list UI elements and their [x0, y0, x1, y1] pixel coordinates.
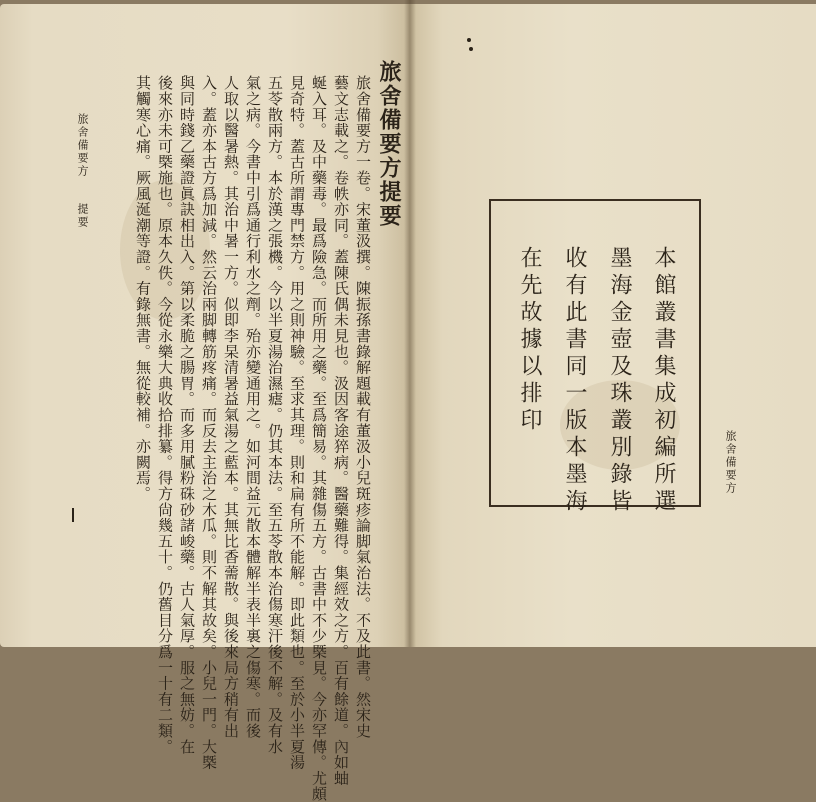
margin-header-section: 提要 [76, 203, 89, 229]
book-gutter [404, 0, 416, 647]
body-column: 入。蓋亦本古方爲加減。然云治兩脚轉筋疼痛。而反去主治之木瓜。則不解其故矣。小兒一門。大槩 [200, 75, 218, 771]
notice-column: 在先故據以排印 [517, 246, 542, 435]
page-title: 旅舍備要方提要 [376, 60, 402, 228]
body-column: 其觸寒心痛。厥風涎潮等證。有錄無書。無從較補。亦闕焉。 [134, 75, 152, 502]
ink-dot [469, 47, 473, 51]
margin-header-title: 旅舍備要方 [76, 113, 89, 178]
notice-column: 收有此書同一版本墨海 [562, 246, 587, 516]
body-column: 後來亦未可槩施也。原本久佚。今從永樂大典收拾排纂。得方尙幾五十。仍舊目分爲一十有二類。 [156, 75, 174, 755]
body-column: 人取以醫暑熱。其治中暑一方。似即李杲清暑益氣湯之藍本。其無比香薷散。與後來局方稍有出 [222, 75, 240, 739]
page-number [72, 508, 74, 522]
body-column: 五苓散兩方。本於漢之張機。今以半夏湯治濕瘧。仍其本法。至五苓散本治傷寒汗後不解。及有水 [266, 75, 284, 755]
body-column: 與同時錢乙藥證眞訣相出入。第以柔脆之腸胃。而多用膩粉硃砂諸峻藥。古人氣厚。服之無妨。在 [178, 75, 196, 755]
body-column: 蜒入耳。及中藥毒。最爲險急。而所用之藥。至爲簡易。其雜傷五方。古書中不少槩見。今亦罕傳。尤頗 [310, 75, 328, 802]
body-column: 旅舍備要方一卷。宋董汲撰。陳振孫書錄解題載有董汲小兒斑疹論脚氣治法。不及此書。然宋史 [354, 75, 372, 739]
ink-dot [467, 38, 471, 42]
body-column: 藝文志載之。卷帙亦同。蓋陳氏偶未見也。汲因客途猝病。醫藥難得。集經效之方。百有餘道。內如蚰 [332, 75, 350, 786]
notice-column: 本館叢書集成初編所選 [651, 246, 676, 516]
notice-column: 墨海金壺及珠叢別錄皆 [607, 246, 632, 516]
side-title: 旅舍備要方 [724, 430, 737, 495]
body-column: 見奇特。蓋古所謂專門禁方。用之則神驗。至求其理。則和扁有所不能解。即此類也。至於小半夏湯 [288, 75, 306, 771]
body-column: 氣之病。今書中引爲通行利水之劑。殆亦變通用之。如河間益元散本體解半表半裏之傷寒。而後 [244, 75, 262, 739]
